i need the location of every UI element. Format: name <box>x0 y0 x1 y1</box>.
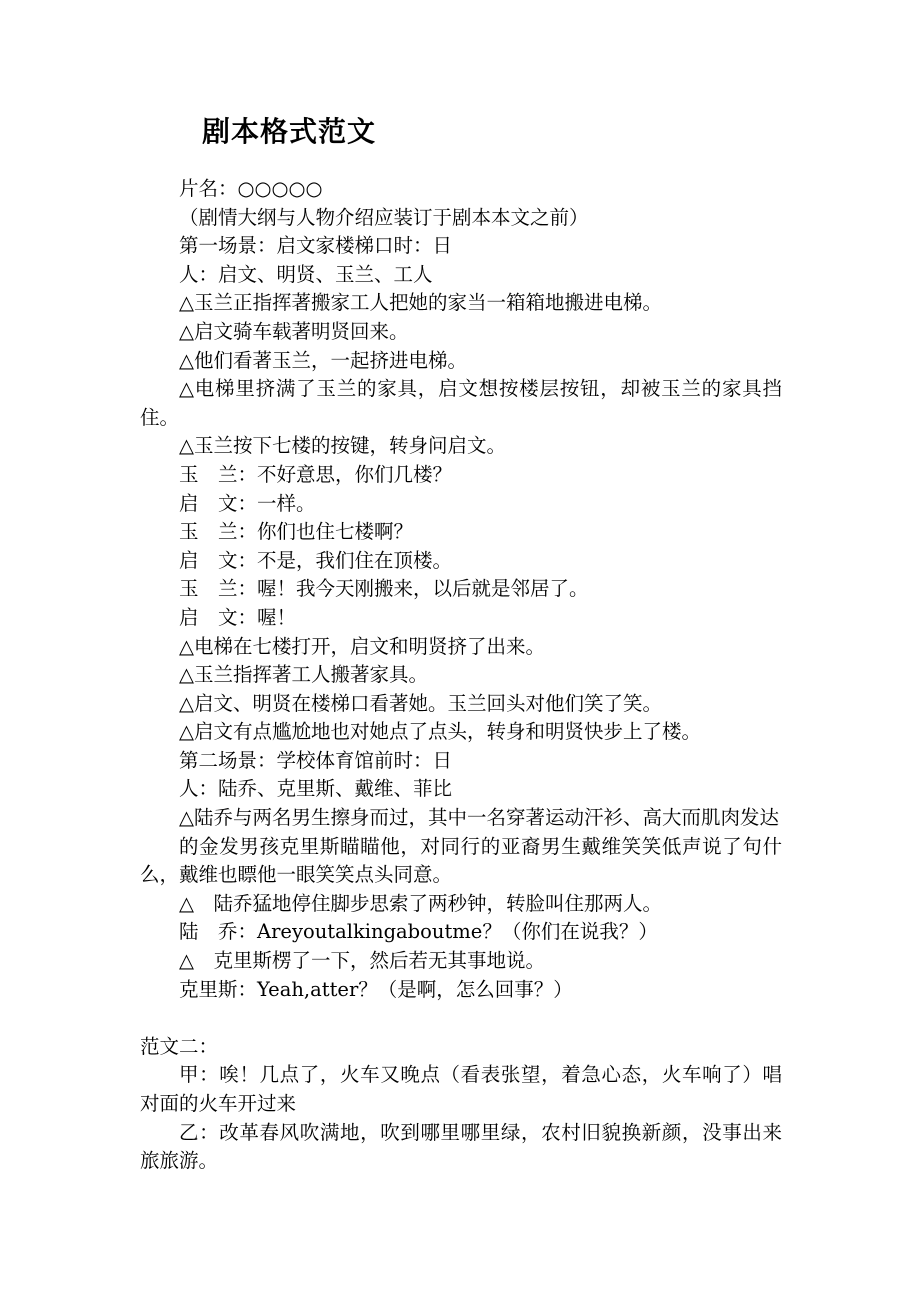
paragraph-dialogue: 启 文：一样。 <box>179 491 316 515</box>
paragraph-action: △启文骑车载著明贤回来。 <box>179 319 409 343</box>
section-2-heading: 范文二： <box>140 1034 219 1058</box>
paragraph-action: △启文、明贤在楼梯口看著她。玉兰回头对他们笑了笑。 <box>179 691 662 715</box>
paragraph-dialogue: 启 文：不是，我们住在顶楼。 <box>179 548 453 572</box>
paragraph-scene-1-characters: 人：启文、明贤、玉兰、工人 <box>179 262 433 286</box>
paragraph-action: △ 克里斯楞了一下，然后若无其事地说。 <box>179 949 545 973</box>
paragraph-action: △电梯里挤满了玉兰的家具，启文想按楼层按钮，却被玉兰的家具挡住。 <box>140 377 782 429</box>
paragraph-action: △玉兰正指挥著搬家工人把她的家当一箱箱地搬进电梯。 <box>179 291 662 315</box>
paragraph-scene-2-characters: 人：陆乔、克里斯、戴维、菲比 <box>179 777 453 801</box>
paragraph-dialogue: 启 文：喔！ <box>179 605 297 629</box>
paragraph-action: △启文有点尴尬地也对她点了点头，转身和明贤快步上了楼。 <box>179 720 701 744</box>
paragraph-action: △玉兰按下七楼的按键，转身问启文。 <box>179 434 506 458</box>
paragraph-scene-2-heading: 第二场景：学校体育馆前时：日 <box>179 748 453 772</box>
paragraph-dialogue: 陆 乔：Areyoutalkingaboutme？（你们在说我？） <box>179 920 658 944</box>
paragraph-dialogue: 玉 兰：你们也住七楼啊？ <box>179 520 414 544</box>
document-body <box>140 175 782 1176</box>
section-2-paragraph: 乙：改革春风吹满地，吹到哪里哪里绿，农村旧貌换新颜，没事出来旅旅游。 <box>140 1120 782 1173</box>
paragraph-dialogue: 玉 兰：不好意思，你们几楼？ <box>179 462 453 486</box>
paragraph-action: △电梯在七楼打开，启文和明贤挤了出来。 <box>179 634 545 658</box>
document-title: 剧本格式范文 <box>202 115 377 148</box>
paragraph-action: 的金发男孩克里斯瞄瞄他，对同行的亚裔男生戴维笑笑低声说了句什么，戴维也瞟他一眼笑笑点头同意。 <box>140 834 782 887</box>
section-2-paragraph: 甲：唉！几点了，火车又晚点（看表张望，着急心态，火车响了）唱对面的火车开过来 <box>140 1063 782 1115</box>
paragraph-action: △玉兰指挥著工人搬著家具。 <box>179 663 428 687</box>
paragraph-action: △他们看著玉兰，一起挤进电梯。 <box>179 348 467 372</box>
paragraph-dialogue: 克里斯：Yeah,atter？（是啊，怎么回事？） <box>179 977 573 1001</box>
paragraph-action: △ 陆乔猛地停住脚步思索了两秒钟，转脸叫住那两人。 <box>179 891 662 915</box>
paragraph-note: （剧情大纲与人物介绍应装订于剧本本文之前） <box>179 205 589 229</box>
paragraph-dialogue: 玉 兰：喔！我今天刚搬来，以后就是邻居了。 <box>179 577 589 601</box>
paragraph-action: △陆乔与两名男生擦身而过，其中一名穿著运动汗衫、高大而肌肉发达 <box>179 806 779 830</box>
blank-line <box>140 1004 782 1033</box>
paragraph-film-name: 片名：○○○○○ <box>179 177 323 200</box>
paragraph-scene-1-heading: 第一场景：启文家楼梯口时：日 <box>179 234 453 258</box>
